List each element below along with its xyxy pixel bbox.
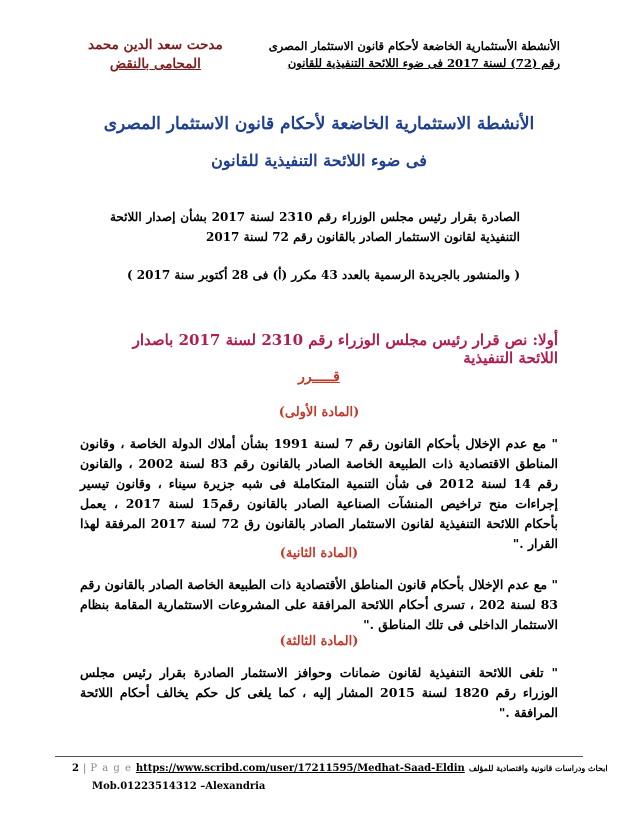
footer-separator: | [82, 763, 87, 774]
author-profile-link[interactable]: https://www.scribd.com/user/17211595/Medhat-Saad-Eldin [135, 763, 465, 774]
article-1-text: " مع عدم الإخلال بأحكام القانون رقم 7 لسنة 1991 بشأن أملاك الدولة الخاصة ، وقانون المناطق الاقتصادية ذات الطبيعة الخاصة الصادر بالقانون رقم 83 لسنة 2002 ، والقانون رقم 14 لسنة 2012 فى شأن التنمية المتكاملة فى شبه جزيرة سيناء ، وقانون تيسير إجراءات منح تراخيص المنشآت الصناعية الصادر بالقانون رقم15 لسنة 2017 ، يعمل بأحكام اللائحة التنفيذية لقانون الاستثمار الصادر بالقانون رق 72 لسنة 2017 المرفقة لهذا القرار ." [80, 436, 559, 551]
contact-info: Mob.01223514312 –Alexandria [92, 781, 266, 792]
decision-label: قـــــرر [298, 369, 340, 385]
footer-divider [55, 756, 583, 757]
document-subtitle: فى ضوء اللائحة التنفيذية للقانون [211, 151, 427, 170]
page-word: P a g e [90, 763, 132, 774]
document-title: الأنشطة الاستثمارية الخاضعة لأحكام قانون الاستثمار المصرى [103, 114, 535, 134]
research-note: ابحاث ودراسات قانونية واقتصادية للمؤلف [468, 763, 608, 773]
article-3-text: " تلغى اللائحة التنفيذية لقانون ضمانات وحوافز الاستثمار الصادرة بقرار رئيس مجلس الوزراء رقم 1820 لسنة 2015 المشار إليه ، كما يلغى كل حكم يخالف أحكام اللائحة المرافقة ." [80, 665, 559, 720]
header-subtitle-line: رقم (72) لسنة 2017 فى ضوء اللائحة التنفيذية للقانون [287, 56, 560, 70]
author-name: مدحت سعد الدين محمد [88, 37, 223, 53]
page-number: 2 [72, 763, 79, 774]
article-3-title: (المادة الثالثة) [279, 634, 359, 649]
publication-note: ( والمنشور بالجريدة الرسمية بالعدد 43 مكرر (أ) فى 28 أكتوبر سنة 2017 ) [126, 268, 520, 282]
section-heading: أولا: نص قرار رئيس مجلس الوزراء رقم 2310 لسنة 2017 باصدار اللائحة التنفيذية [132, 331, 558, 367]
article-1-title: (المادة الأولى) [278, 405, 360, 420]
author-block [88, 36, 223, 74]
intro-paragraph: الصادرة بقرار رئيس مجلس الوزراء رقم 2310 لسنة 2017 بشأن إصدار اللائحة التنفيذية لقانون الاستثمار الصادر بالقانون رقم 72 لسنة 2017 [110, 210, 520, 244]
running-header [269, 38, 560, 72]
article-2-text: " مع عدم الإخلال بأحكام قانون المناطق الأقتصادية ذات الطبيعة الخاصة الصادر بالقانون رقم 83 لسنة 202 ، تسرى أحكام اللائحة المرافقة على المشروعات الاستثمارية المقامة بنظام الاستثمار الداخلى فى تلك المناطق ." [80, 577, 558, 632]
article-2-title: (المادة الثانية) [279, 546, 359, 561]
page-footer [72, 763, 608, 774]
header-title-line: الأنشطة الأستثمارية الخاضعة لأحكام قانون الاستثمار المصرى [268, 39, 560, 53]
author-title: المحامى بالنقض [109, 56, 201, 72]
